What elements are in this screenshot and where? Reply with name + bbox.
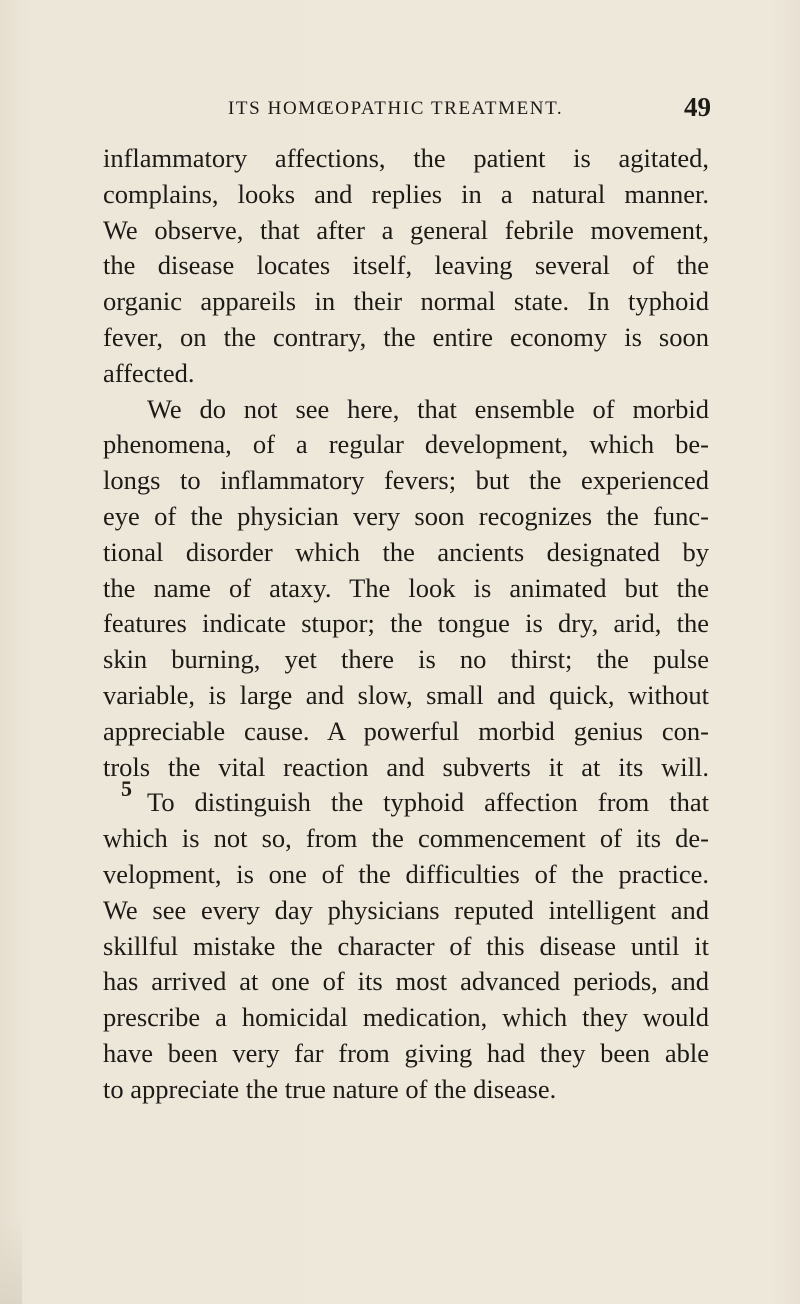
text-line: the disease locates itself, leaving several of the: [103, 250, 709, 281]
text-line: velopment, is one of the difficulties of the practice.: [103, 858, 709, 889]
text-line: the name of ataxy. The look is animated but the: [103, 572, 709, 603]
text-line: We observe, that after a general febrile movement,: [103, 214, 709, 245]
text-line: organic appareils in their normal state. In typhoid: [103, 286, 709, 317]
text-line: trols the vital reaction and subverts it at its will.: [103, 751, 709, 782]
text-line: have been very far from giving had they been able: [103, 1037, 709, 1068]
text-line: eye of the physician very soon recognizes the func-: [103, 500, 709, 531]
text-line: To distinguish the typhoid affection from that: [147, 787, 709, 818]
text-line: fever, on the contrary, the entire economy is soon: [103, 321, 709, 352]
text-line: inflammatory affections, the patient is agitated,: [103, 143, 709, 173]
text-line: tional disorder which the ancients designated by: [103, 536, 709, 567]
text-line: prescribe a homicidal medication, which they would: [103, 1002, 709, 1033]
text-line: features indicate stupor; the tongue is dry, arid, the: [103, 608, 709, 639]
signature-mark: 5: [121, 776, 132, 801]
text-line: affected.: [103, 357, 195, 388]
running-head: [100, 92, 715, 132]
page-number: 49: [684, 92, 711, 122]
text-line: to appreciate the true nature of the disease.: [103, 1073, 557, 1104]
text-line: We do not see here, that ensemble of morbid: [147, 393, 709, 424]
page-edge-shadow: [0, 1220, 22, 1304]
running-title: ITS HOMŒOPATHIC TREATMENT.: [228, 98, 564, 119]
text-line: complains, looks and replies in a natural manner.: [103, 178, 709, 209]
text-line: We see every day physicians reputed intelligent and: [103, 894, 709, 925]
text-line: appreciable cause. A powerful morbid genius con-: [103, 715, 709, 746]
text-line: has arrived at one of its most advanced periods, and: [103, 966, 709, 997]
text-line: variable, is large and slow, small and quick, without: [103, 679, 709, 710]
text-line: phenomena, of a regular development, which be-: [103, 429, 709, 460]
body-text: [103, 141, 709, 1108]
text-line: skillful mistake the character of this disease until it: [103, 930, 709, 961]
text-line: skin burning, yet there is no thirst; the pulse: [103, 644, 709, 675]
text-line: which is not so, from the commencement of its de-: [103, 823, 709, 854]
text-line: longs to inflammatory fevers; but the experienced: [103, 465, 709, 496]
